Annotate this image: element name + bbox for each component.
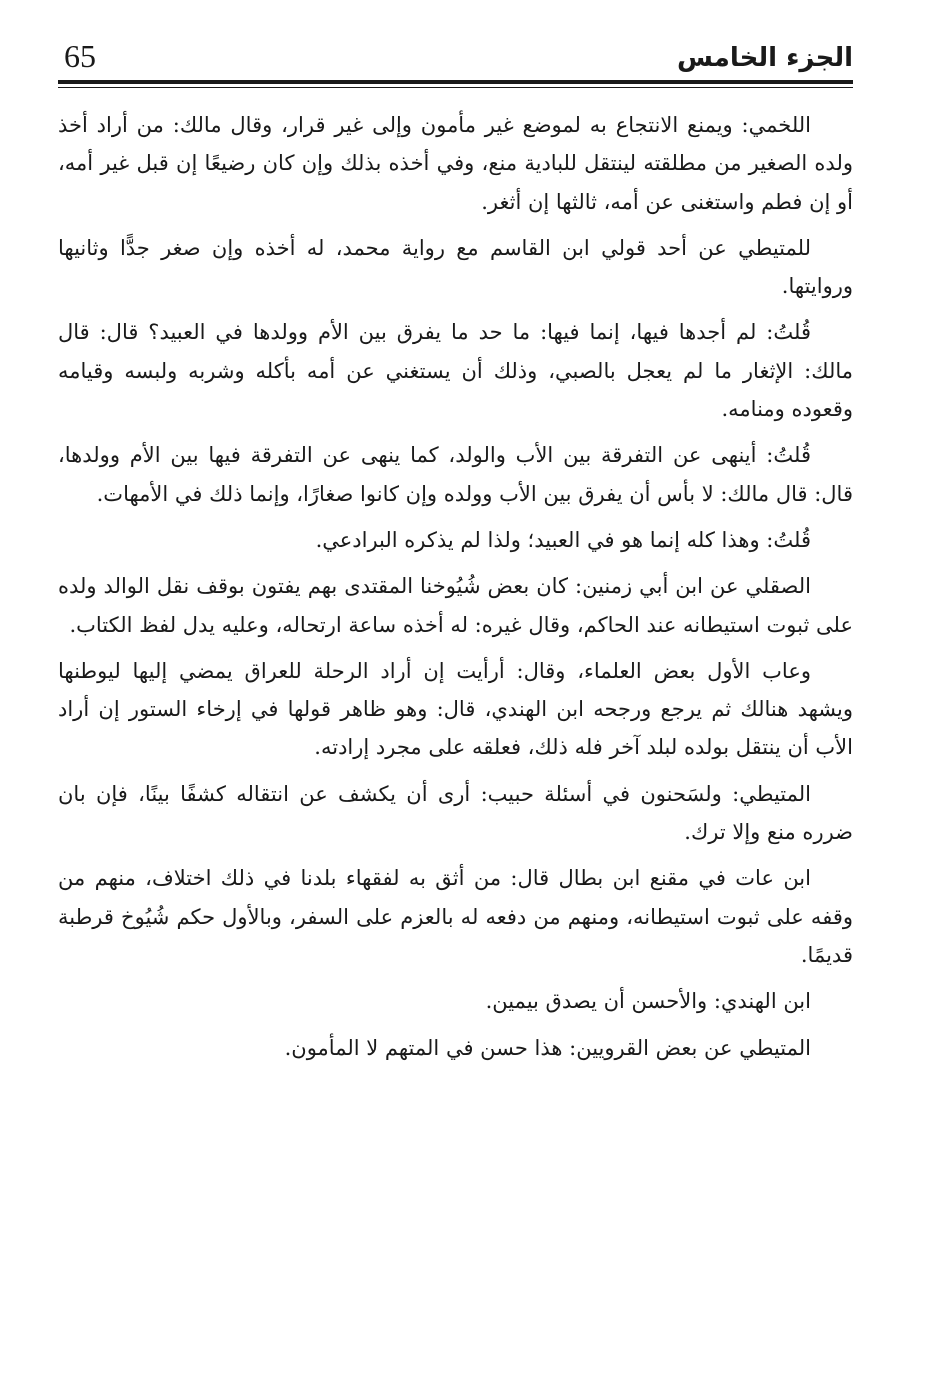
- body-text: [58, 106, 853, 1075]
- paragraph-4: قُلتُ: أينهى عن التفرقة بين الأب والولد، كما ينهى عن التفرقة فيها بين الأم وولدها، قال: قال مالك: لا بأس أن يفرق بين الأب وولده وإن كانوا صغارًا، وإنما ذلك في الأمهات.: [58, 443, 853, 506]
- paragraph-8: المتيطي: ولسَحنون في أسئلة حبيب: أرى أن يكشف عن انتقاله كشفًا بينًا، فإن بان ضرره منع وإلا ترك.: [58, 781, 853, 845]
- paragraph-9: ابن عات في مقنع ابن بطال قال: من أثق به لفقهاء بلدنا في ذلك اختلاف، منهم من وقفه على ثبوت استيطانه، ومنهم من دفعه له بالعزم على السفر، وبالأول حكم شُيُوخ قرطبة قديمًا.: [58, 866, 853, 967]
- paragraph-5: قُلتُ: وهذا كله إنما هو في العبيد؛ ولذا لم يذكره البرادعي.: [315, 527, 811, 552]
- header-rule-thick: [58, 80, 853, 84]
- running-title: الجزء الخامس: [677, 43, 853, 73]
- page-number: 65: [64, 38, 96, 74]
- paragraph-6: الصقلي عن ابن أبي زمنين: كان بعض شُيُوخنا المقتدى بهم يفتون بوقف نقل الوالد ولده على ثبوت استيطانه عند الحاكم، وقال غيره: له أخذه ساعة ارتحاله، وعليه يدل لفظ الكتاب.: [58, 574, 853, 637]
- paragraph-1: اللخمي: ويمنع الانتجاع به لموضع غير مأمون وإلى غير قرار، وقال مالك: من أراد أخذ ولده الصغير من مطلقته لينتقل للبادية منع، وفي أخذه بذلك وإن كان رضيعًا إن قبل غير أمه، أو إن فطم واستغنى عن أمه، ثالثها إن أثغر.: [58, 113, 853, 214]
- paragraph-3: قُلتُ: لم أجدها فيها، إنما فيها: ما حد ما يفرق بين الأم وولدها في العبيد؟ قال: قال مالك: الإثغار ما لم يعجل بالصبي، وذلك أن يستغني عن أمه بأكله وشربه ولبسه وقيامه وقعوده ومنامه.: [58, 320, 853, 422]
- paragraph-2: للمتيطي عن أحد قولي ابن القاسم مع رواية محمد، له أخذه وإن صغر جدًّا وثانيها وروايتها.: [58, 235, 853, 299]
- paragraph-11: المتيطي عن بعض القرويين: هذا حسن في المتهم لا المأمون.: [284, 1035, 811, 1060]
- header-rule-thin: [58, 87, 853, 88]
- paragraph-7: وعاب الأول بعض العلماء، وقال: أرأيت إن أراد الرحلة للعراق يمضي إليها ليوطنها ويشهد هنالك ثم يرجع ورجحه ابن الهندي، قال: وهو ظاهر قولها في إرخاء الستور إن أراد الأب أن ينتقل بولده لبلد آخر فله ذلك، فعلقه على مجرد إرادته.: [58, 658, 853, 760]
- paragraph-10: ابن الهندي: والأحسن أن يصدق بيمين.: [485, 989, 811, 1014]
